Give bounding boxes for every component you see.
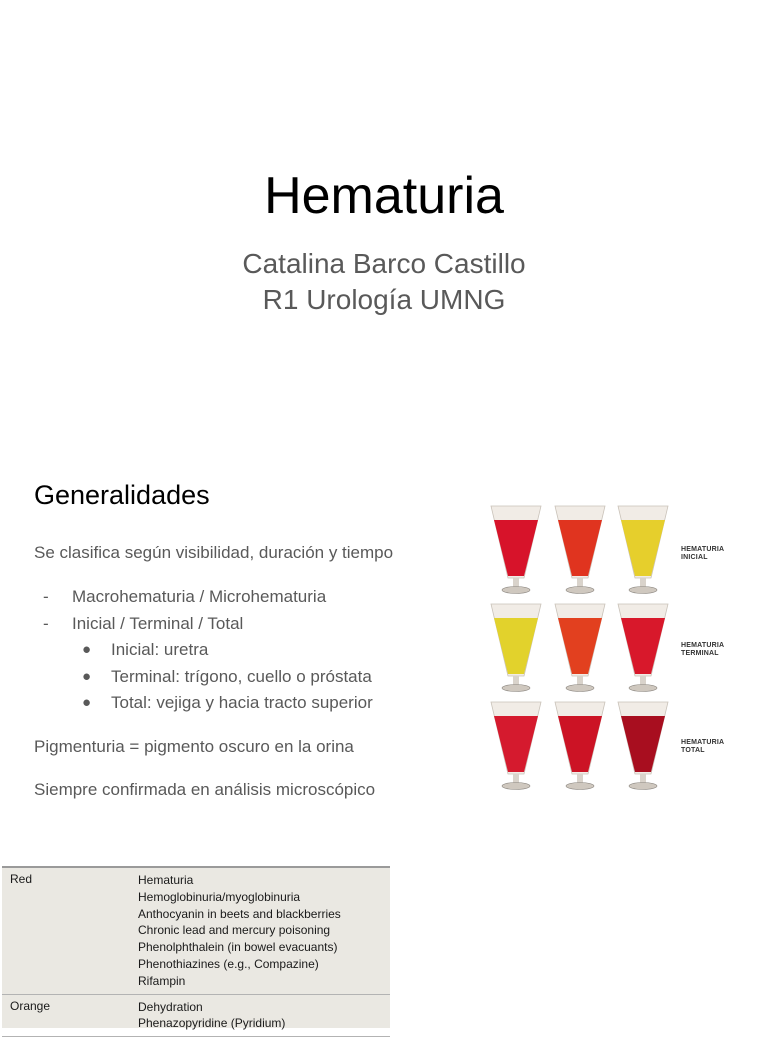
table-cell: Anthocyanin in beets and blackberries <box>138 906 341 921</box>
subtitle-author: Catalina Barco Castillo <box>242 248 526 279</box>
table-cell: Phenothiazines (e.g., Compazine) <box>138 956 319 971</box>
section-heading: Generalidades <box>34 480 210 510</box>
table-cell: Hematuria <box>138 873 194 887</box>
urine-glass-r3-c1 <box>491 702 541 790</box>
table-cell: Dehydration <box>138 999 203 1014</box>
list-item: ● Inicial: uretra <box>34 637 474 664</box>
urine-glass-r2-c1 <box>491 604 541 692</box>
confirmation-paragraph: Siempre confirmada en análisis microscópico <box>34 779 376 799</box>
sub-list <box>34 637 474 717</box>
title-slide <box>0 0 768 430</box>
urine-glass-r1-c1 <box>491 506 541 594</box>
glasses-illustration <box>488 498 678 798</box>
bullet-icon: ● <box>82 641 92 658</box>
list-item: ● Total: vejiga y hacia tracto superior <box>34 690 474 717</box>
glass-label-row-3: HEMATURIA TOTAL <box>681 739 725 754</box>
list-item: - Inicial / Terminal / Total <box>43 613 244 633</box>
slide-title: Hematuria <box>264 167 504 225</box>
table-cell: Hemoglobinuria/myoglobinuria <box>138 889 301 904</box>
table-cell: Rifampin <box>138 973 186 988</box>
glass-label-row-2: HEMATURIA TERMINAL <box>681 642 725 657</box>
urine-color-table <box>2 866 390 1031</box>
hematuria-glasses-image <box>488 498 738 798</box>
list-item: - Macrohematuria / Microhematuria <box>43 587 327 606</box>
pigmenturia-paragraph: Pigmenturia = pigmento oscuro en la orina <box>34 736 354 756</box>
urine-glass-r2-c2 <box>555 604 605 692</box>
urine-glass-r1-c3 <box>618 506 668 594</box>
table-category: Red <box>10 872 33 886</box>
list-item: ● Terminal: trígono, cuello o próstata <box>34 664 474 691</box>
urine-glass-r3-c3 <box>618 702 668 790</box>
table-category: Orange <box>10 998 51 1013</box>
table-cell: Chronic lead and mercury poisoning <box>138 923 331 938</box>
urine-glass-r1-c2 <box>555 506 605 594</box>
intro-paragraph: Se clasifica según visibilidad, duración y tiempo <box>34 543 394 562</box>
dash-list <box>34 584 474 637</box>
bullet-icon: ● <box>82 694 92 711</box>
table-row <box>2 995 390 1037</box>
table-cell: Phenolphthalein (in bowel evacuants) <box>138 940 338 955</box>
subtitle-affiliation: R1 Urología UMNG <box>262 284 506 315</box>
urine-glass-r2-c3 <box>618 604 668 692</box>
urine-glass-r3-c2 <box>555 702 605 790</box>
table-row <box>2 868 390 995</box>
table-cell: Phenazopyridine (Pyridium) <box>138 1016 286 1031</box>
generalidades-slide <box>0 430 768 850</box>
urine-color-table-slide <box>0 860 768 1031</box>
slide-subtitle <box>0 246 768 318</box>
glass-label-row-1: HEMATURIA INICIAL <box>681 546 725 561</box>
bullet-icon: ● <box>82 667 92 685</box>
section-body <box>34 540 474 803</box>
